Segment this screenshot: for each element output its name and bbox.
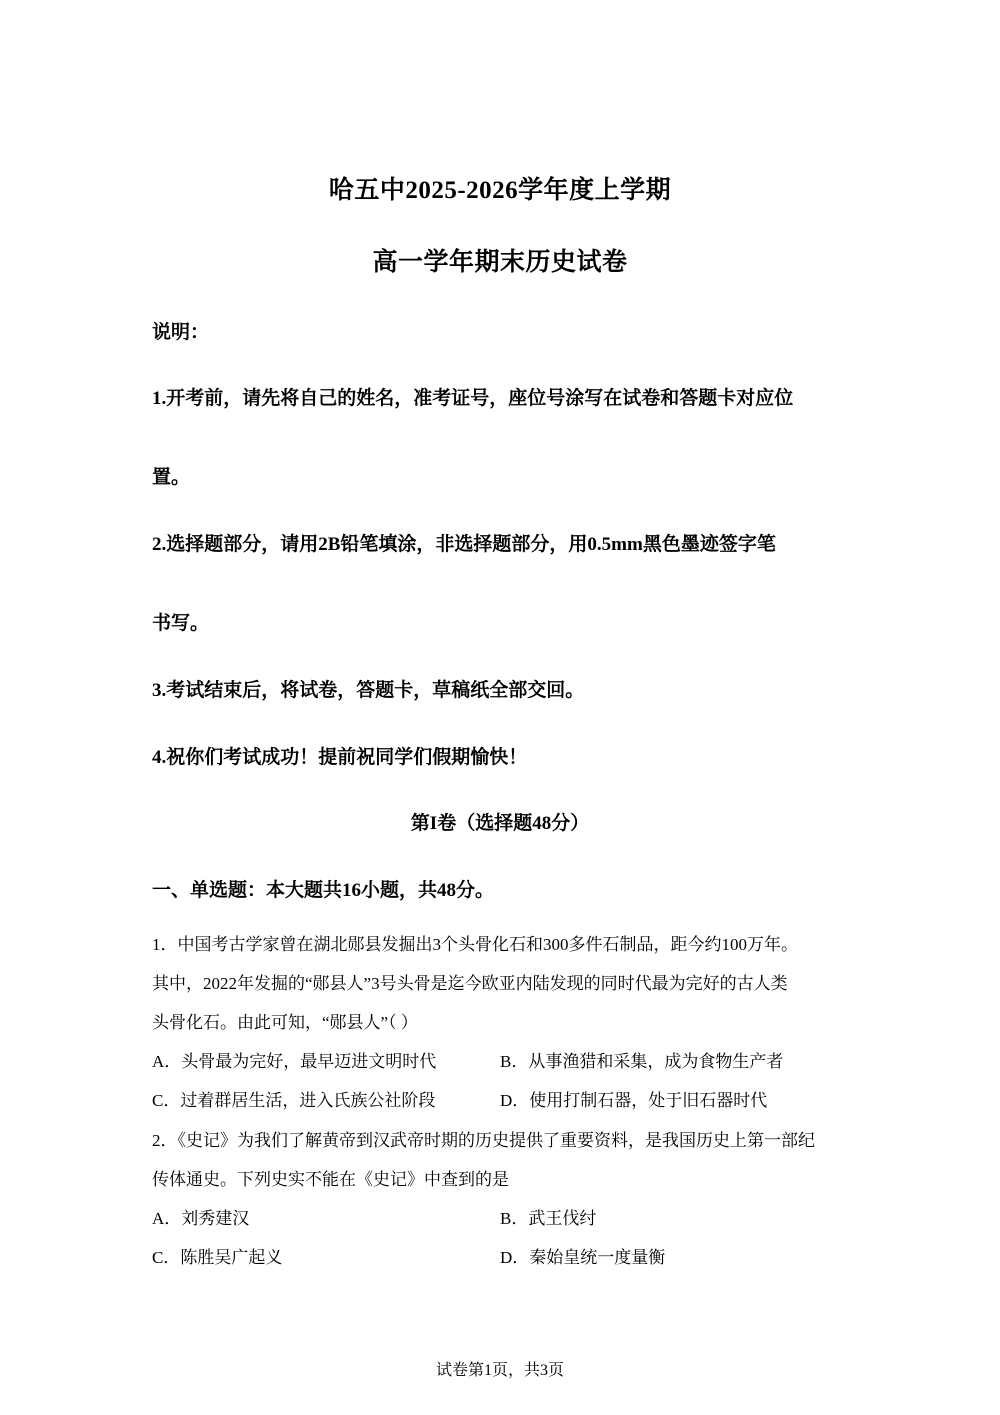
- page-footer: 试卷第1页，共3页: [435, 1362, 564, 1379]
- question-1-stem-line: 其中，2022年发掘的“郧县人”3号头骨是迄今欧亚内陆发现的同时代最为完好的古人类: [152, 974, 788, 993]
- question-2-option-b: B．武王伐纣: [500, 1209, 597, 1228]
- question-2-option-d: D．秦始皇统一度量衡: [500, 1248, 666, 1267]
- instruction-4: 4.祝你们考试成功！提前祝同学们假期愉快！: [152, 747, 528, 768]
- question-1-option-c: C．过着群居生活，进入氏族公社阶段: [152, 1091, 436, 1110]
- instruction-2-line-a: 2.选择题部分，请用2B铅笔填涂，非选择题部分，用0.5mm黑色墨迹签字笔: [152, 534, 776, 555]
- question-2-stem-line: 2．《史记》为我们了解黄帝到汉武帝时期的历史提供了重要资料，是我国历史上第一部纪: [152, 1131, 815, 1150]
- instruction-2-line-b: 书写。: [152, 613, 210, 634]
- question-2-option-a: A．刘秀建汉: [152, 1209, 250, 1228]
- instructions-heading: 说明：: [152, 322, 210, 343]
- instruction-1-line-a: 1.开考前，请先将自己的姓名，准考证号，座位号涂写在试卷和答题卡对应位: [152, 388, 794, 409]
- question-1-option-a: A．头骨最为完好，最早迈进文明时代: [152, 1052, 437, 1071]
- part-1-title: 第I卷（选择题48分）: [410, 813, 590, 834]
- question-1-stem-line: 头骨化石。由此可知，“郧县人”（ ）: [152, 1013, 418, 1032]
- question-2-stem-line: 传体通史。下列史实不能在《史记》中查到的是: [152, 1170, 509, 1189]
- question-1-stem-line: 1．中国考古学家曾在湖北郧县发掘出3个头骨化石和300多件石制品，距今约100万年。: [152, 935, 798, 954]
- question-2-option-c: C．陈胜吴广起义: [152, 1248, 283, 1267]
- instruction-1-line-b: 置。: [152, 467, 191, 488]
- section-1-heading: 一、单选题：本大题共16小题，共48分。: [152, 880, 495, 901]
- exam-title-line1: 哈五中2025-2026学年度上学期: [328, 177, 672, 204]
- question-1-option-d: D．使用打制石器，处于旧石器时代: [500, 1091, 768, 1110]
- exam-title-line2: 高一学年期末历史试卷: [372, 249, 628, 276]
- question-1-option-b: B．从事渔猎和采集，成为食物生产者: [500, 1052, 784, 1071]
- instruction-3: 3.考试结束后，将试卷，答题卡，草稿纸全部交回。: [152, 680, 585, 701]
